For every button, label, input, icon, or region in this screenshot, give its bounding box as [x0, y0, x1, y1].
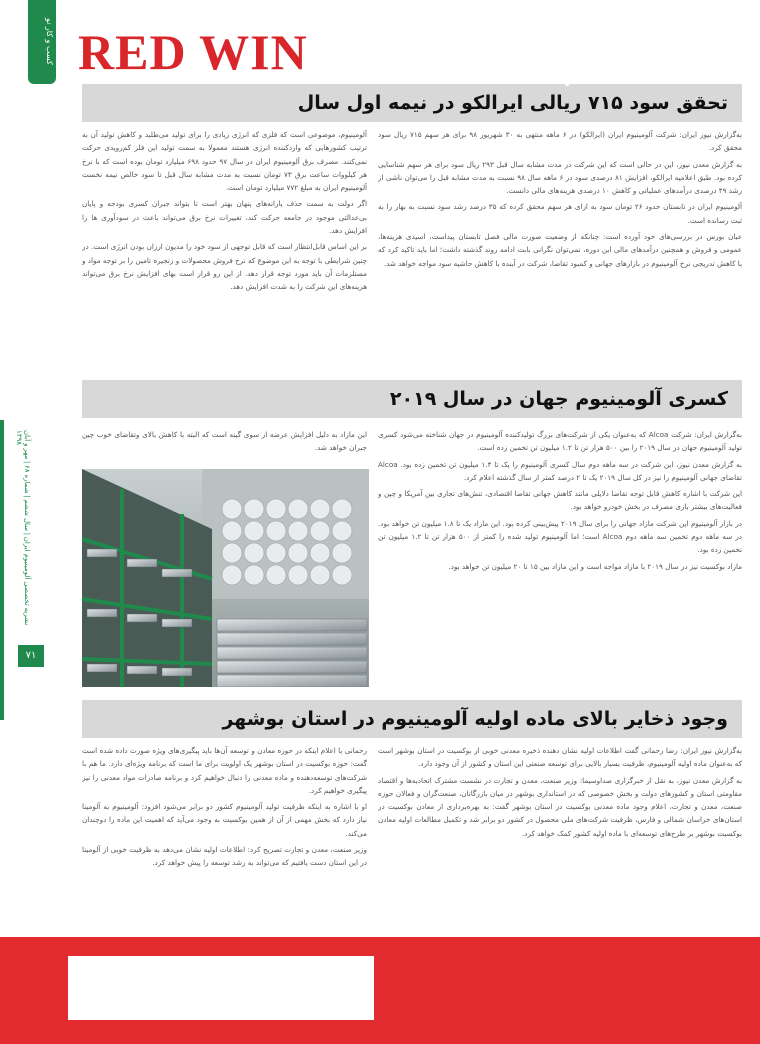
article2-col-left	[82, 428, 367, 466]
article1-para: به‌گزارش نیوز ایران: شرکت آلومینیوم ایران (ایرالکو) در ۶ ماهه منتهی به ۳۰ شهریور ۹۸ برای هر سهم ۷۱۵ ریال سود محقق کرد.	[378, 130, 742, 153]
article2-col-right	[378, 428, 742, 690]
article1-para: آلومینیوم، موضوعی است که فلزی که انرژی زیادی را برای تولید می‌طلبد و کاهش تولید آن به ترتیب کشورهایی که واردکننده انرژی هستند معمولا به سمت تولید این فلز کم‌رویدی حرکت نمی‌کنند. مصرف برق آلومینیوم ایران در سال ۹۷ حدود ۶۹۸ میلیارد تومان بوده است که با نرخ هر کیلووات ساعت برق ۷۳ تومان نسبت به مدت مشابه سال قبل تا سود خالص نیمه نخست آلومینیوم ایران به مبلغ ۷۷۲ میلیارد تومان است.	[82, 130, 367, 193]
article1-col-left	[82, 128, 367, 356]
section-tab-label: کسب و کار نو	[45, 17, 54, 65]
article3-para: به‌گزارش نیوز ایران: رضا رحمانی گفت اطلاعات اولیه نشان دهنده ذخیره معدنی خوبی از بوکسیت در استان بوشهر است که به‌عنوان ماده اولیه آلومینیوم، ظرفیت بسیار بالایی برای توسعه صنعتی این استان و کشور از آن وجود دارد.	[378, 746, 742, 769]
article1-para: اگر دولت به سمت حذف یارانه‌های پنهان بهتر است تا بتواند جبران کسری بودجه و پایان بی‌عدالتی موجود در جامعه حرکت کند، تغییرات نرخ برق می‌تواند باعث در سودآوری ها را افزایش دهد.	[82, 199, 367, 236]
magazine-info-text: نشریه تخصصی آلومینیوم ایران | سال ششم | شماره ۶۸ | مهر و آبان ۱۳۹۸	[15, 430, 30, 626]
article2-para: به گزارش معدن نیوز، این شرکت در سه ماهه دوم سال کسری آلومینیوم را یک تا ۱.۴ میلیون تن تخمین زده بود. Alcoa تقاضای جهانی آلومینیوم را نیز در کل سال ۲۰۱۹ یک تا ۲ درصد کمتر از سال گذشته اعلام کرد.	[378, 459, 742, 482]
article2-para: به‌گزارش ایران: شرکت Alcoa که به‌عنوان یکی از شرکت‌های بزرگ تولیدکننده آلومینیوم در جهان شناخته می‌شود کسری تولید آلومینیوم جهان در سال ۲۰۱۹ را بین ۵۰۰ هزار تن تا ۱.۲ میلیون تن تخمین زده است.	[378, 430, 742, 453]
article1-para: به گزارش معدن نیوز، این در حالی است که این شرکت در مدت مشابه سال قبل ۲۹۳ ریال سود برای هر سهم شناسایی کرده بود. طبق اعلامیه ایرالکو، افزایش ۸۱ درصدی سود در ۶ ماهه سال ۹۸ نسبت به مدت مشابه قبل را می‌توان ناشی از رشد ۴۹ درصدی درآمدهای عملیاتی و کاهش ۱۰ درصدی هزینه‌های مالی دانست.	[378, 159, 742, 196]
article2-para: این مازاد به دلیل افزایش عرضه از سوی گینه است که البته با کاهش بالای وتقاضای خوب چین جبران خواهد شد.	[82, 430, 367, 453]
article3-para: او با اشاره به اینکه ظرفیت تولید آلومینیوم کشور دو برابر می‌شود افزود: آلومینیوم به آلومینا نیاز دارد که بخش مهمی از آن از همین بوکسیت به وجود می‌آید که اهمیت این ماده را دوچندان می‌کند.	[82, 802, 367, 838]
brand-logo-box	[68, 956, 374, 1020]
article1-col-right	[378, 128, 742, 356]
article1-title: تحقق سود ۷۱۵ ریالی ایرالکو در نیمه اول سال	[82, 84, 742, 122]
page-number: ۷۱	[18, 645, 44, 667]
article2-para: مازاد بوکسیت نیز در سال ۲۰۱۹ با مازاد مواجه است و این مازاد بین ۱۵ تا ۲۰ میلیون تن خواهد بود.	[448, 561, 742, 571]
article3-para: رحمانی با اعلام اینکه در حوزه معادن و توسعه آن‌ها باید پیگیری‌های ویژه صورت داده شده است گفت: حوزه بوکسیت در استان بوشهر یک اولویت برای ما است که برنامه ویژه‌ای دارد. ما هم با شرکت‌های توسعه‌دهنده و ماده معدنی را دنبال خواهیم کرد و برنامه صادرات مواد معدنی را نیز پیگیری خواهیم کرد.	[82, 746, 367, 795]
article2-para: در بازار آلومینیوم این شرکت مازاد جهانی را برای سال ۲۰۱۹ پیش‌بینی کرده بود. این مازاد یک تا ۱.۸ میلیون تن خواهد بود. در سه ماهه دوم تخمین سه ماهه دوم Alcoa است؛ اما آلومینیوم تولید شده را کمتر از ۵۰۰ هزار تن تا ۱.۲ میلیون تن تخمین زده بود.	[378, 518, 742, 555]
aluminium-ingots-illustration	[82, 469, 369, 687]
article3-para: به گزارش معدن نیوز، به نقل از خبرگزاری صداوسیما: وزیر صنعت، معدن و تجارت در نشست مشترک اتحادیه‌ها و اقتصاد مقاومتی استان و کشورهای دولت و بخش خصوصی که در استانداری بوشهر در میان بازرگانان، صنعت‌گران و فعالان حوزه صنعت، معدن و تجارت، اعلام وجود ماده معدنی بوکسیت در استان بوشهر گفت: به بهره‌برداری از معادن بوکسیت در استان‌های خراسان شمالی و فارس، ظرفیت شرکت‌های ملی محصول در کشور دو برابر شد و تکمیل مطالعات اولیه معادن بوکسیت بوشهر بر طرح‌های توسعه‌ای با ماده اولیه کشور کمک خواهد کرد.	[378, 775, 742, 838]
article3-para: وزیر صنعت، معدن و تجارت تصریح کرد: اطلاعات اولیه نشان می‌دهد به ظرفیت خوبی از آلومینا در این استان دست یافتیم که می‌تواند به رشد توسعه را پیش خواهد کرد.	[82, 845, 367, 868]
advertisement-url[interactable]: www.redwinupvc.com	[410, 60, 662, 87]
brand-logo: RED WIN	[78, 24, 308, 80]
article3-col-left	[82, 744, 367, 926]
article2-title: کسری آلومینیوم جهان در سال ۲۰۱۹	[82, 380, 742, 418]
redwin-advertisement[interactable]	[0, 937, 760, 1044]
aluminium-ingots-photo	[82, 469, 369, 687]
article1-para: بر این اساس قابل‌انتظار است که قابل توجهی از سود خود را مدیون ارزان بودن انرژی است. در چنین شرایطی با توجه به این موضوع که نرخ فروش محصولات و زنجیره تامین را بر توجه مواد و مستلزمات آن باید مورد توجه قرار دهد. از این رو قرار است بهای افزایش نرخ برق می‌تواند هزینه‌های این شرکت را به شدت افزایش دهد.	[82, 242, 367, 292]
article3-col-right	[378, 744, 742, 926]
article3-title: وجود ذخایر بالای ماده اولیه آلومینیوم در استان بوشهر	[82, 700, 742, 738]
magazine-info-strip	[0, 420, 34, 720]
article2-para: این شرکت با اشاره کاهش قابل توجه تقاضا دلایلی مانند کاهش جهانی تقاضا اقتصادی، تنش‌های تجاری بین آمریکا و چین و فعالیت‌های بیشتر بازی مصرف در بخش خودرو خواهد بود.	[378, 489, 742, 512]
article1-para: عیان بورس در بررسی‌های خود آورده است: چنانکه از وضعیت صورت مالی فصل تابستان پیداست، اسیدی هزینه‌ها، عمومی و فروش و همچنین درآمدهای مالی این دوره، نمی‌توان نگرانی بابت ادامه روند گذشته داشت؛ اما باید تاکید کرد که با کاهش تدریجی نرخ آلومینیوم در بازارهای جهانی و کمبود تقاضا، شرکت در آینده با کاهش حاشیه سود مواجه خواهد شد.	[378, 232, 742, 268]
article1-para: آلومینیوم ایران در تابستان حدود ۲۶ تومان سود به ازای هر سهم محقق کرده که ۳۵ درصد رشد سود نسبت به بهار را به ثبت رسانده است.	[378, 202, 742, 225]
section-tab	[28, 0, 56, 84]
